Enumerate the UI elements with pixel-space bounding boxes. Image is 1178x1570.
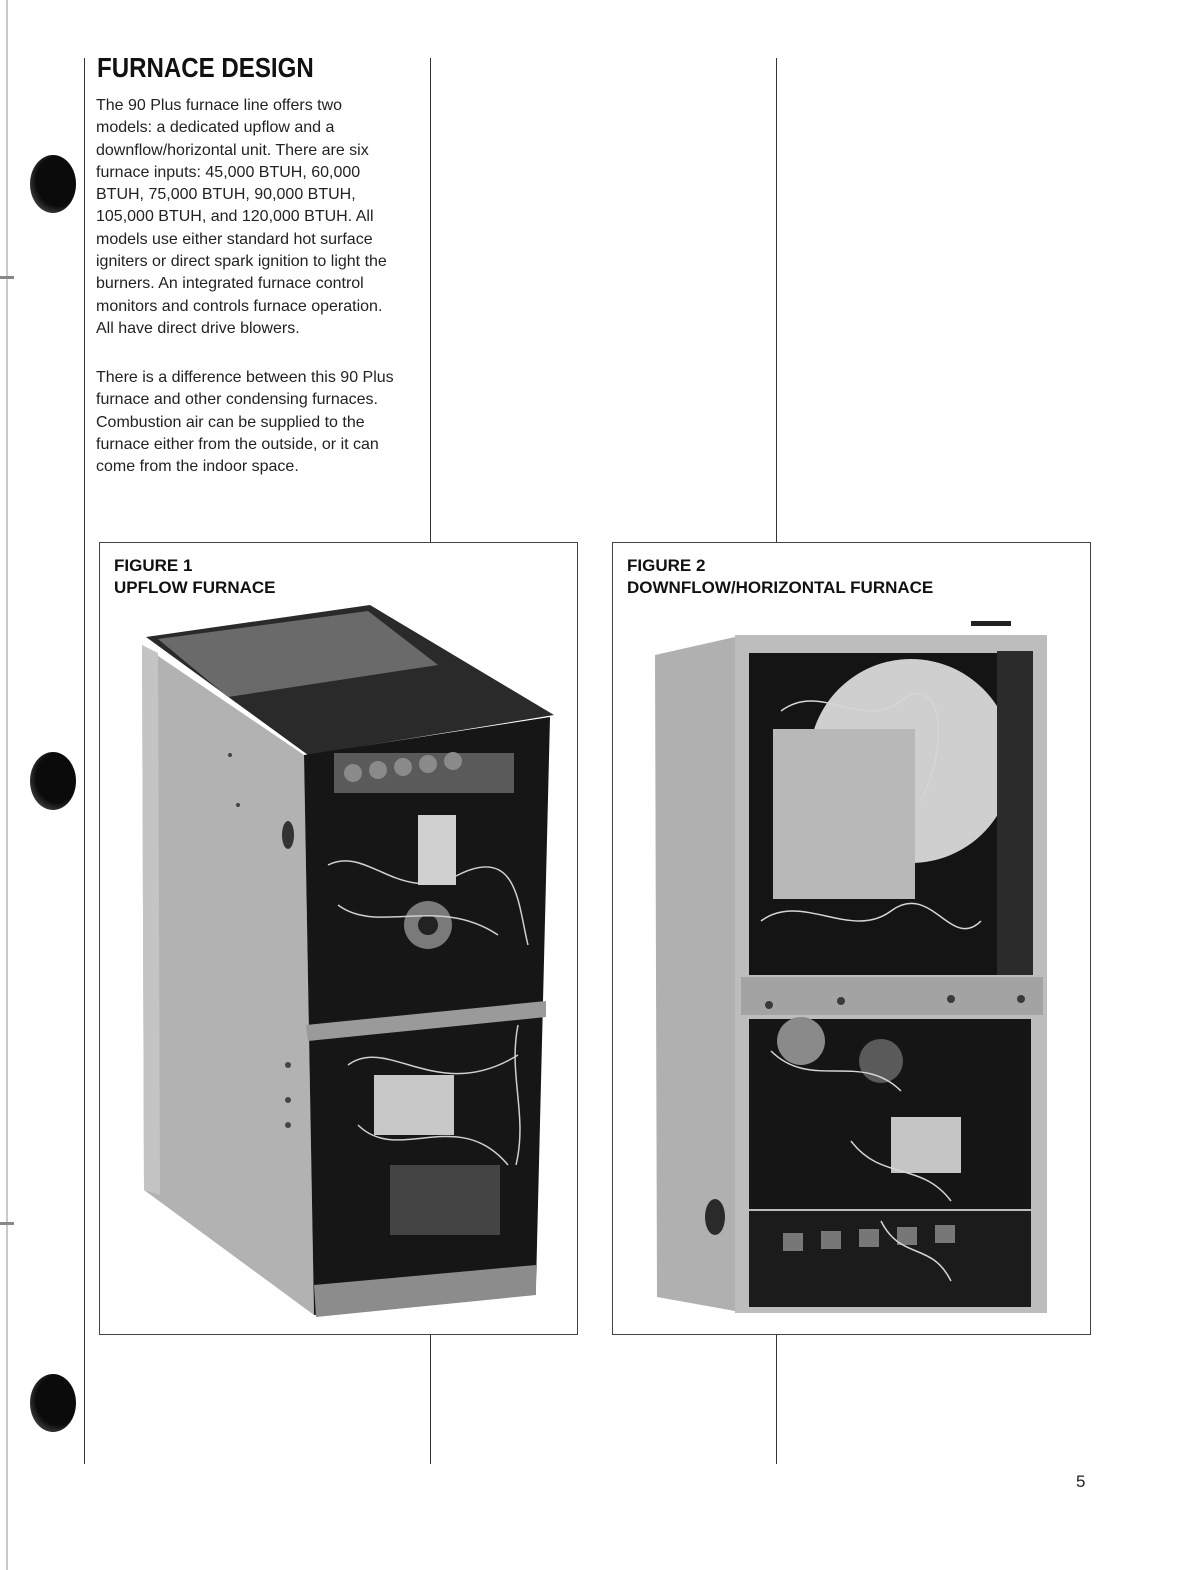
figure-1-label: FIGURE 1 <box>114 556 193 575</box>
body-paragraph-1: The 90 Plus furnace line offers two models: a dedicated upflow and a downflow/horizontal unit. There are six furnace inputs: 45,000 BTUH, 60,000 BTUH, 75,000 BTUH, 90,000 BTUH, 105,000 BTUH, and 120,000 BTUH. All models use either standard hot surface igniters or direct spark ignition to light the burners. An integrated furnace control monitors and controls furnace operation. All have direct drive blowers. <box>96 97 387 337</box>
edge-mark <box>0 1222 14 1225</box>
column-rule-2-top <box>776 58 777 544</box>
figure-1-caption <box>114 555 275 599</box>
figure-2 <box>612 542 1091 1335</box>
edge-mark <box>0 276 14 279</box>
punch-hole-middle <box>30 752 76 810</box>
column-rule-left <box>84 58 85 1464</box>
column-rule-1-bottom <box>430 1334 431 1464</box>
punch-hole-bottom <box>30 1374 76 1432</box>
figure-1-title: UPFLOW FURNACE <box>114 578 276 597</box>
upflow-furnace-photo <box>138 605 558 1323</box>
figure-2-label: FIGURE 2 <box>627 556 706 575</box>
figure-2-caption <box>627 555 933 599</box>
column-rule-2-bottom <box>776 1334 777 1464</box>
punch-hole-top <box>30 155 76 213</box>
column-rule-1-top <box>430 58 431 544</box>
downflow-horizontal-furnace-photo <box>651 621 1051 1317</box>
scan-binder-edge <box>6 0 8 1570</box>
page-number: 5 <box>1076 1472 1086 1491</box>
figure-2-title: DOWNFLOW/HORIZONTAL FURNACE <box>627 578 934 597</box>
figure-1 <box>99 542 578 1335</box>
section-heading: FURNACE DESIGN <box>97 52 314 83</box>
body-paragraph-2: There is a difference between this 90 Plus furnace and other condensing furnaces. Combustion air can be supplied to the furnace either from the outside, or it can come from the indoor space. <box>96 369 394 476</box>
